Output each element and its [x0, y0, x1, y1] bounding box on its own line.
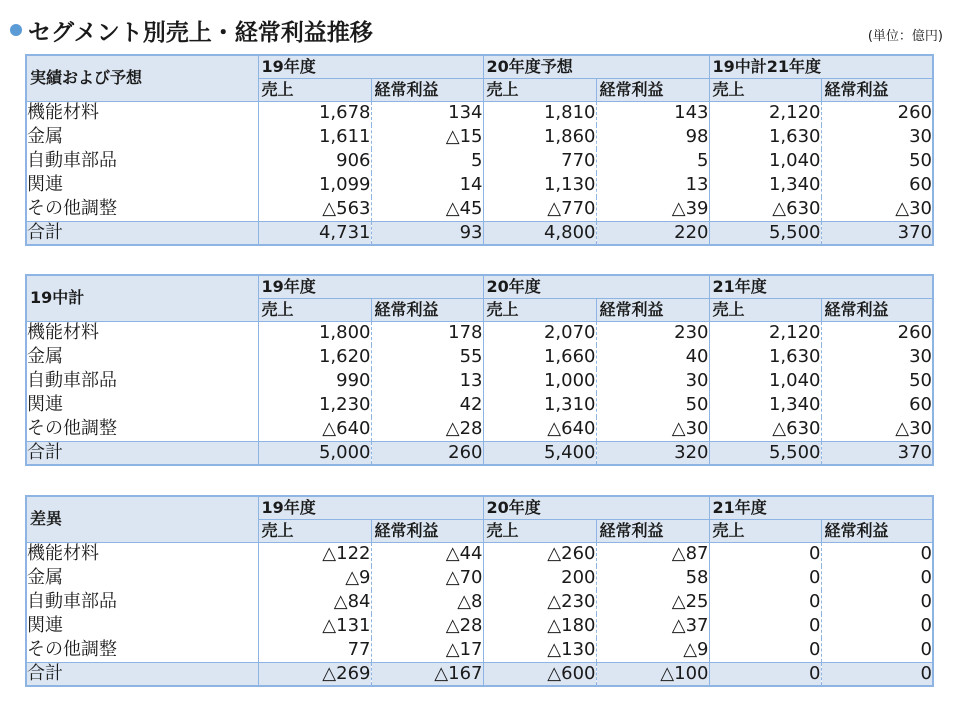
segment-label: 自動車部品	[26, 149, 258, 173]
fiscal-year-header: 20年度	[483, 496, 709, 519]
table-row	[26, 101, 933, 125]
column-header-ordinary-profit: 経常利益	[596, 78, 709, 101]
total-sales-value: 5,500	[709, 221, 821, 245]
sales-value: 1,611	[258, 125, 371, 149]
ordinary-profit-value: 178	[371, 321, 483, 345]
bullet-icon	[10, 24, 22, 36]
table-row	[26, 345, 933, 369]
sales-value: △230	[483, 590, 596, 614]
ordinary-profit-value: △15	[371, 125, 483, 149]
total-ordinary-profit-value: 370	[821, 441, 933, 465]
column-header-ordinary-profit: 経常利益	[371, 298, 483, 321]
sales-value: 0	[709, 566, 821, 590]
sales-value: △9	[258, 566, 371, 590]
total-sales-value: 4,731	[258, 221, 371, 245]
table-row	[26, 197, 933, 221]
table-row	[26, 369, 933, 393]
sales-value: 1,130	[483, 173, 596, 197]
total-sales-value: 5,400	[483, 441, 596, 465]
fiscal-year-header: 20年度予想	[483, 55, 709, 78]
sales-value: △630	[709, 197, 821, 221]
segment-label: その他調整	[26, 638, 258, 662]
segment-label: 機能材料	[26, 101, 258, 125]
sales-value: 2,070	[483, 321, 596, 345]
ordinary-profit-value: △87	[596, 542, 709, 566]
ordinary-profit-value: △8	[371, 590, 483, 614]
total-row	[26, 662, 933, 686]
table-row	[26, 125, 933, 149]
column-header-ordinary-profit: 経常利益	[821, 78, 933, 101]
column-header-sales: 売上	[709, 78, 821, 101]
header-row-years	[26, 275, 933, 298]
ordinary-profit-value: 98	[596, 125, 709, 149]
segment-label: その他調整	[26, 417, 258, 441]
ordinary-profit-value: 13	[371, 369, 483, 393]
ordinary-profit-value: 30	[821, 125, 933, 149]
total-label: 合計	[26, 441, 258, 465]
sales-value: △640	[483, 417, 596, 441]
fiscal-year-header: 21年度	[709, 496, 933, 519]
segment-label: 金属	[26, 345, 258, 369]
sales-value: 2,120	[709, 101, 821, 125]
sales-value: 77	[258, 638, 371, 662]
ordinary-profit-value: 55	[371, 345, 483, 369]
sales-value: 0	[709, 614, 821, 638]
ordinary-profit-value: △37	[596, 614, 709, 638]
sales-value: 0	[709, 638, 821, 662]
ordinary-profit-value: 30	[596, 369, 709, 393]
column-header-sales: 売上	[258, 298, 371, 321]
total-ordinary-profit-value: 260	[371, 441, 483, 465]
ordinary-profit-value: △70	[371, 566, 483, 590]
segment-label: 関連	[26, 393, 258, 417]
sales-value: 1,340	[709, 173, 821, 197]
column-header-sales: 売上	[258, 78, 371, 101]
page-title: セグメント別売上・経常利益推移	[28, 19, 373, 46]
ordinary-profit-value: △9	[596, 638, 709, 662]
total-ordinary-profit-value: 320	[596, 441, 709, 465]
segment-label: 機能材料	[26, 321, 258, 345]
table-corner-label: 差異	[26, 496, 258, 542]
column-header-ordinary-profit: 経常利益	[371, 519, 483, 542]
ordinary-profit-value: △30	[821, 417, 933, 441]
ordinary-profit-value: △28	[371, 614, 483, 638]
sales-value: 200	[483, 566, 596, 590]
header-row-years	[26, 55, 933, 78]
ordinary-profit-value: △30	[821, 197, 933, 221]
segment-label: 関連	[26, 614, 258, 638]
ordinary-profit-value: 134	[371, 101, 483, 125]
sales-value: △630	[709, 417, 821, 441]
unit-label: (単位：億円)	[867, 29, 943, 44]
segment-label: その他調整	[26, 197, 258, 221]
table-row	[26, 566, 933, 590]
segment-label: 関連	[26, 173, 258, 197]
segment-label: 自動車部品	[26, 369, 258, 393]
sales-value: 1,860	[483, 125, 596, 149]
total-label: 合計	[26, 221, 258, 245]
total-sales-value: △269	[258, 662, 371, 686]
column-header-sales: 売上	[709, 519, 821, 542]
sales-value: △770	[483, 197, 596, 221]
ordinary-profit-value: 5	[371, 149, 483, 173]
ordinary-profit-value: 230	[596, 321, 709, 345]
table-row	[26, 590, 933, 614]
ordinary-profit-value: △30	[596, 417, 709, 441]
ordinary-profit-value: 5	[596, 149, 709, 173]
sales-value: 1,678	[258, 101, 371, 125]
ordinary-profit-value: 60	[821, 173, 933, 197]
ordinary-profit-value: 30	[821, 345, 933, 369]
total-sales-value: △600	[483, 662, 596, 686]
segment-table-actual-forecast	[25, 54, 934, 246]
ordinary-profit-value: △17	[371, 638, 483, 662]
sales-value: 1,340	[709, 393, 821, 417]
ordinary-profit-value: 58	[596, 566, 709, 590]
sales-value: △130	[483, 638, 596, 662]
fiscal-year-header: 21年度	[709, 275, 933, 298]
sales-value: 1,660	[483, 345, 596, 369]
table-row	[26, 542, 933, 566]
column-header-sales: 売上	[709, 298, 821, 321]
ordinary-profit-value: 13	[596, 173, 709, 197]
sales-value: 1,810	[483, 101, 596, 125]
segment-table-difference	[25, 495, 934, 687]
sales-value: 1,099	[258, 173, 371, 197]
sales-value: △563	[258, 197, 371, 221]
column-header-sales: 売上	[483, 78, 596, 101]
column-header-ordinary-profit: 経常利益	[371, 78, 483, 101]
ordinary-profit-value: 0	[821, 614, 933, 638]
total-sales-value: 5,500	[709, 441, 821, 465]
ordinary-profit-value: 0	[821, 638, 933, 662]
sales-value: 0	[709, 542, 821, 566]
fiscal-year-header: 19中計21年度	[709, 55, 933, 78]
sales-value: 1,040	[709, 149, 821, 173]
ordinary-profit-value: △25	[596, 590, 709, 614]
sales-value: 1,040	[709, 369, 821, 393]
total-ordinary-profit-value: △167	[371, 662, 483, 686]
total-label: 合計	[26, 662, 258, 686]
ordinary-profit-value: △44	[371, 542, 483, 566]
ordinary-profit-value: 50	[821, 369, 933, 393]
sales-value: 1,630	[709, 345, 821, 369]
sales-value: △260	[483, 542, 596, 566]
sales-value: △84	[258, 590, 371, 614]
sales-value: △180	[483, 614, 596, 638]
sales-value: 1,800	[258, 321, 371, 345]
column-header-sales: 売上	[258, 519, 371, 542]
sales-value: 906	[258, 149, 371, 173]
sales-value: 1,310	[483, 393, 596, 417]
segment-label: 自動車部品	[26, 590, 258, 614]
table-row	[26, 417, 933, 441]
table-row	[26, 149, 933, 173]
total-sales-value: 5,000	[258, 441, 371, 465]
column-header-sales: 売上	[483, 298, 596, 321]
table-row	[26, 393, 933, 417]
segment-label: 金属	[26, 566, 258, 590]
ordinary-profit-value: △39	[596, 197, 709, 221]
header-row-years	[26, 496, 933, 519]
ordinary-profit-value: 40	[596, 345, 709, 369]
page-title-block	[10, 15, 373, 45]
sales-value: △131	[258, 614, 371, 638]
ordinary-profit-value: 143	[596, 101, 709, 125]
ordinary-profit-value: 50	[821, 149, 933, 173]
table-corner-label: 19中計	[26, 275, 258, 321]
sales-value: 2,120	[709, 321, 821, 345]
total-ordinary-profit-value: △100	[596, 662, 709, 686]
total-row	[26, 441, 933, 465]
sales-value: 1,230	[258, 393, 371, 417]
column-header-sales: 売上	[483, 519, 596, 542]
table-row	[26, 321, 933, 345]
total-sales-value: 0	[709, 662, 821, 686]
total-row	[26, 221, 933, 245]
sales-value: 1,000	[483, 369, 596, 393]
ordinary-profit-value: 50	[596, 393, 709, 417]
total-ordinary-profit-value: 93	[371, 221, 483, 245]
column-header-ordinary-profit: 経常利益	[596, 298, 709, 321]
fiscal-year-header: 20年度	[483, 275, 709, 298]
total-ordinary-profit-value: 0	[821, 662, 933, 686]
ordinary-profit-value: 0	[821, 566, 933, 590]
ordinary-profit-value: 260	[821, 101, 933, 125]
total-ordinary-profit-value: 220	[596, 221, 709, 245]
segment-label: 金属	[26, 125, 258, 149]
table-row	[26, 614, 933, 638]
table-corner-label: 実績および予想	[26, 55, 258, 101]
ordinary-profit-value: △28	[371, 417, 483, 441]
sales-value: 770	[483, 149, 596, 173]
column-header-ordinary-profit: 経常利益	[596, 519, 709, 542]
fiscal-year-header: 19年度	[258, 55, 483, 78]
total-ordinary-profit-value: 370	[821, 221, 933, 245]
fiscal-year-header: 19年度	[258, 275, 483, 298]
ordinary-profit-value: 42	[371, 393, 483, 417]
sales-value: 1,620	[258, 345, 371, 369]
sales-value: 0	[709, 590, 821, 614]
ordinary-profit-value: 0	[821, 542, 933, 566]
ordinary-profit-value: 260	[821, 321, 933, 345]
sales-value: 1,630	[709, 125, 821, 149]
sales-value: △122	[258, 542, 371, 566]
ordinary-profit-value: 14	[371, 173, 483, 197]
column-header-ordinary-profit: 経常利益	[821, 298, 933, 321]
sales-value: △640	[258, 417, 371, 441]
ordinary-profit-value: △45	[371, 197, 483, 221]
table-row	[26, 173, 933, 197]
sales-value: 990	[258, 369, 371, 393]
segment-table-midterm-plan	[25, 274, 934, 466]
fiscal-year-header: 19年度	[258, 496, 483, 519]
ordinary-profit-value: 60	[821, 393, 933, 417]
segment-label: 機能材料	[26, 542, 258, 566]
ordinary-profit-value: 0	[821, 590, 933, 614]
total-sales-value: 4,800	[483, 221, 596, 245]
table-row	[26, 638, 933, 662]
column-header-ordinary-profit: 経常利益	[821, 519, 933, 542]
